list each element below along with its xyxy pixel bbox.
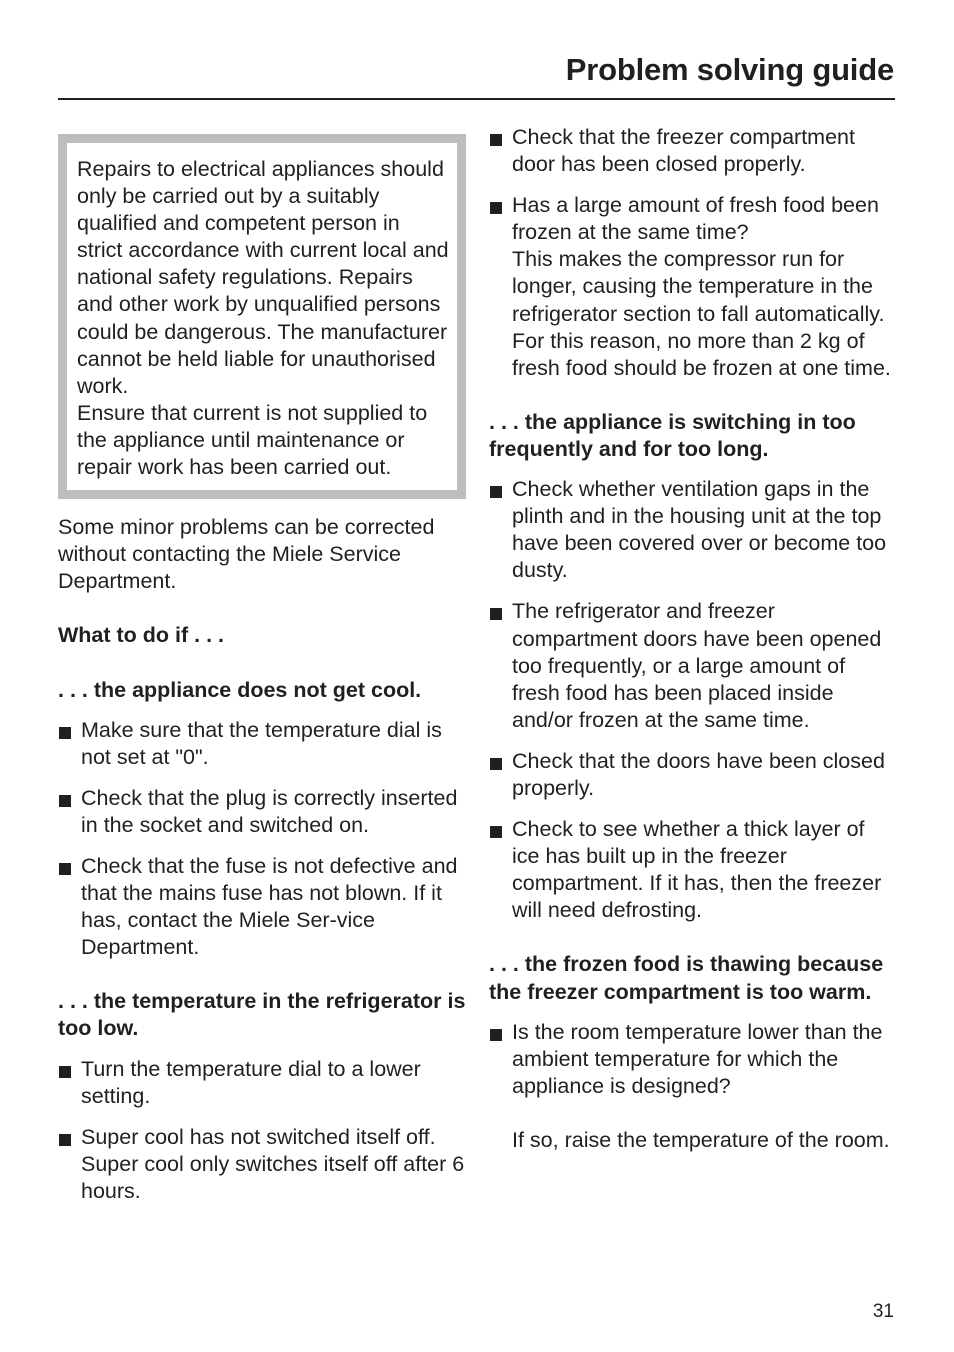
list-item-text: Super cool has not switched itself off. Super cool only switches itself off after 6 hours. — [81, 1124, 465, 1203]
list-item — [489, 816, 897, 924]
list-item — [489, 192, 897, 382]
list-item — [489, 598, 897, 733]
list-item-text: Check whether ventilation gaps in the plinth and in the housing unit at the top have been covered over or become too dusty. — [512, 477, 887, 583]
square-bullet-icon — [490, 202, 502, 214]
section-heading-switching-too-often: . . . the appliance is switching in too frequently and for too long. — [489, 409, 856, 461]
list-item — [58, 853, 466, 961]
square-bullet-icon — [490, 758, 502, 770]
list-item — [58, 1056, 466, 1110]
square-bullet-icon — [59, 1066, 71, 1078]
bullet-list-temp-too-low — [58, 1056, 466, 1205]
list-item — [489, 476, 897, 584]
warning-text: Repairs to electrical appliances should only be carried out by a suitably qualified and competent person in strict accordance with current local and national safety regulations. Repairs and other work by unqualified persons could be dangerous. The manufacturer cannot be held liable for unauthorised work. Ensure that current is not supplied to the appliance until maintenance or repair work has been carried out. — [77, 157, 449, 480]
list-item-text: The refrigerator and freezer compartment doors have been opened too frequently, or a large amount of fresh food has been placed inside and/or frozen at the same time. — [512, 599, 882, 732]
page-title: Problem solving guide — [565, 52, 894, 87]
title-rule — [58, 98, 895, 100]
list-item-text: Check that the plug is correctly inserted in the socket and switched on. — [81, 785, 458, 837]
square-bullet-icon — [490, 1029, 502, 1041]
list-item-text: Has a large amount of fresh food been frozen at the same time? This makes the compressor run for longer, causing the temperature in the refrigerator section to fall automatically. For this reason, no more than 2 kg of fresh food should be frozen at one time. — [512, 193, 891, 380]
square-bullet-icon — [490, 134, 502, 146]
section-heading-temp-too-low: . . . the temperature in the refrigerator is too low. — [58, 989, 466, 1041]
bullet-list-food-thawing — [489, 1019, 897, 1154]
square-bullet-icon — [59, 1134, 71, 1146]
list-item-text: Make sure that the temperature dial is not set at "0". — [81, 717, 442, 769]
what-to-do-heading: What to do if . . . — [58, 623, 224, 648]
warning-box — [58, 134, 466, 499]
square-bullet-icon — [490, 486, 502, 498]
square-bullet-icon — [490, 608, 502, 620]
list-item-text: Check that the freezer compartment door has been closed properly. — [512, 125, 855, 177]
list-item-text: Is the room temperature lower than the ambient temperature for which the appliance is designed? If so, raise the temperature of the room. — [512, 1019, 890, 1152]
list-item-text: Turn the temperature dial to a lower setting. — [81, 1056, 421, 1108]
bullet-list-switching-too-often — [489, 476, 897, 924]
section-heading-not-cool: . . . the appliance does not get cool. — [58, 677, 422, 702]
list-item — [58, 717, 466, 771]
bullet-list-continued — [489, 124, 897, 382]
section-heading-food-thawing: . . . the frozen food is thawing because the freezer compartment is too warm. — [489, 952, 884, 1004]
intro-text: Some minor problems can be corrected without contacting the Miele Service Department. — [58, 515, 435, 594]
list-item-text: Check that the doors have been closed properly. — [512, 748, 885, 800]
list-item — [489, 1019, 897, 1154]
list-item — [489, 748, 897, 802]
page-number: 31 — [872, 1301, 894, 1322]
bullet-list-not-cool — [58, 717, 466, 962]
square-bullet-icon — [490, 826, 502, 838]
left-column — [58, 124, 466, 1219]
list-item-text: Check to see whether a thick layer of ice has built up in the freezer compartment. If it has, then the freezer will need defrosting. — [512, 817, 882, 923]
square-bullet-icon — [59, 727, 71, 739]
list-item — [58, 1124, 466, 1205]
square-bullet-icon — [59, 863, 71, 875]
list-item-text: Check that the fuse is not defective and that the mains fuse has not blown. If it has, contact the Miele Ser-vice Department. — [81, 853, 458, 960]
list-item — [489, 124, 897, 178]
list-item — [58, 785, 466, 839]
square-bullet-icon — [59, 795, 71, 807]
right-column — [489, 124, 897, 1168]
